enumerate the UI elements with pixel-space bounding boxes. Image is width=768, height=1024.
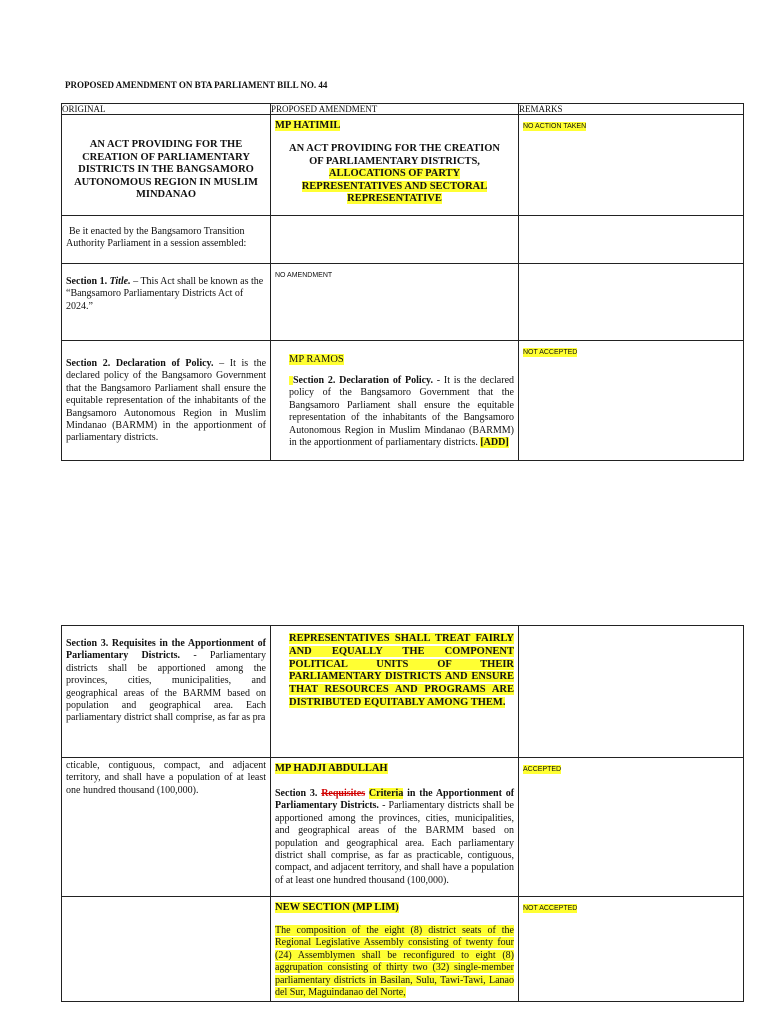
remarks-cell [519,264,744,341]
table-row [62,897,744,1002]
remarks-cell [519,897,744,1002]
proposed-addition: REPRESENTATIVES SHALL TREAT FAIRLY AND EQUALLY THE COMPONENT POLITICAL UNITS OF THEIR PARLIAMENTARY DISTRICTS AND ENSURE THAT RESOURCES AND PROGRAMS ARE DISTRIBUTED EQUITABLY AMONG THEM. [289,633,514,708]
struck-text: Requisites [321,788,366,799]
proposed-cell [271,216,519,264]
proposed-cell [271,264,519,341]
add-marker: [ADD] [480,437,509,449]
original-act-title: AN ACT PROVIDING FOR THE CREATION OF PARLIAMENTARY DISTRICTS IN THE BANGSAMORO AUTONOMOUS REGION IN MUSLIM MINDANAO [74,139,258,200]
proposer-name: MP HADJI ABDULLAH [275,763,388,774]
header-original: ORIGINAL [62,104,271,115]
table-row [62,264,744,341]
document-title: PROPOSED AMENDMENT ON BTA PARLIAMENT BILL NO. 44 [65,80,328,90]
original-cell [62,115,271,216]
proposed-act-title [271,133,518,206]
remark-badge: NOT ACCEPTED [523,349,578,356]
section-2-text: Section 2. Declaration of Policy. – It is the declared policy of the Bangsamoro Government that the Bangsamoro Parliament shall ensure the equitable representation of the inhabitants of the Bangsamoro Autonomous Region in Muslim Mindanao (BARMM) in the apportionment of parliamentary districts. [66,358,267,444]
proposed-title-highlight: ALLOCATIONS OF PARTY REPRESENTATIVES AND SECTORAL REPRESENTATIVE [301,168,488,204]
original-cell [62,341,271,461]
remarks-cell [519,341,744,461]
table-row [62,216,744,264]
remark-badge: ACCEPTED [523,766,562,773]
proposed-cell [271,897,519,1002]
remark-badge: NOT ACCEPTED [523,905,578,912]
remarks-cell [519,216,744,264]
original-cell [62,897,271,1002]
table-row [62,758,744,897]
header-remarks: REMARKS [519,104,744,115]
remarks-cell [519,626,744,758]
proposed-section-2: Section 2. Declaration of Policy. - It is the declared policy of the Bangsamoro Government that the Bangsamoro Parliament shall ensure the equitable representation of the inhabitants of the Bangsamoro Autonomous Region in Muslim Mindanao (BARMM) in the apportionment of parliamentary districts. [ADD] [289,375,515,449]
original-cell [62,758,271,897]
section-3-text: Section 3. Requisites in the Apportionment of Parliamentary Districts. - Parliamentary districts shall be apportioned among the provinces, cities, municipalities, and geographical areas of the BARMM based on population and geographical area. Each parliamentary district shall comprise, as far as pra [66,638,267,724]
original-cell [62,626,271,758]
remark-badge: NO ACTION TAKEN [523,123,587,130]
table-row [62,626,744,758]
new-section-text: The composition of the eight (8) district seats of the Regional Legislative Assembly consisting of twenty four (24) Assemblymen shall be reconfigured to eight (8) aggrupation consisting of thirty two (32) single-member parliamentary districts in Basilan, Sulu, Tawi-Tawi, Lanao del Sur, Maguindanao del Norte, [275,925,514,999]
proposer-name: MP HATIMIL [275,120,341,131]
no-amendment-note: NO AMENDMENT [275,272,333,279]
proposed-cell [271,115,519,216]
original-cell [62,216,271,264]
enacting-clause: Be it enacted by the Bangsamoro Transition Authority Parliament in a session assembled: [66,226,247,250]
section-1-text: Section 1. Title. – This Act shall be known as the “Bangsamoro Parliamentary Districts Act of 2024.” [66,276,264,312]
remarks-cell [519,758,744,897]
proposed-cell [271,758,519,897]
proposed-cell [271,341,519,461]
proposed-section-3: Section 3. Requisites Criteria in the Apportionment of Parliamentary Districts. - Parliamentary districts shall be apportioned among the provinces, cities, municipalities, and geographical areas of the BARMM based on population and geographical area. Each parliamentary district shall comprise, as far as practicable, contiguous, compact, and adjacent territory, and shall have a population of at least one hundred thousand (100,000). [275,788,515,886]
proposed-title-plain: AN ACT PROVIDING FOR THE CREATION OF PARLIAMENTARY DISTRICTS, [289,143,500,167]
proposed-cell [271,626,519,758]
inserted-text: Criteria [368,788,404,799]
amendment-table-2 [61,625,744,1002]
table-row [62,341,744,461]
table-row [62,115,744,216]
remarks-cell [519,115,744,216]
header-proposed: PROPOSED AMENDMENT [271,104,519,115]
proposer-name: MP RAMOS [289,354,344,365]
amendment-table-1 [61,103,744,461]
original-cell [62,264,271,341]
table-header-row [62,104,744,115]
section-3-continued: cticable, contiguous, compact, and adjacent territory, and shall have a population of at least one hundred thousand (100,000). [66,760,266,796]
proposer-name: NEW SECTION (MP LIM) [275,902,399,913]
